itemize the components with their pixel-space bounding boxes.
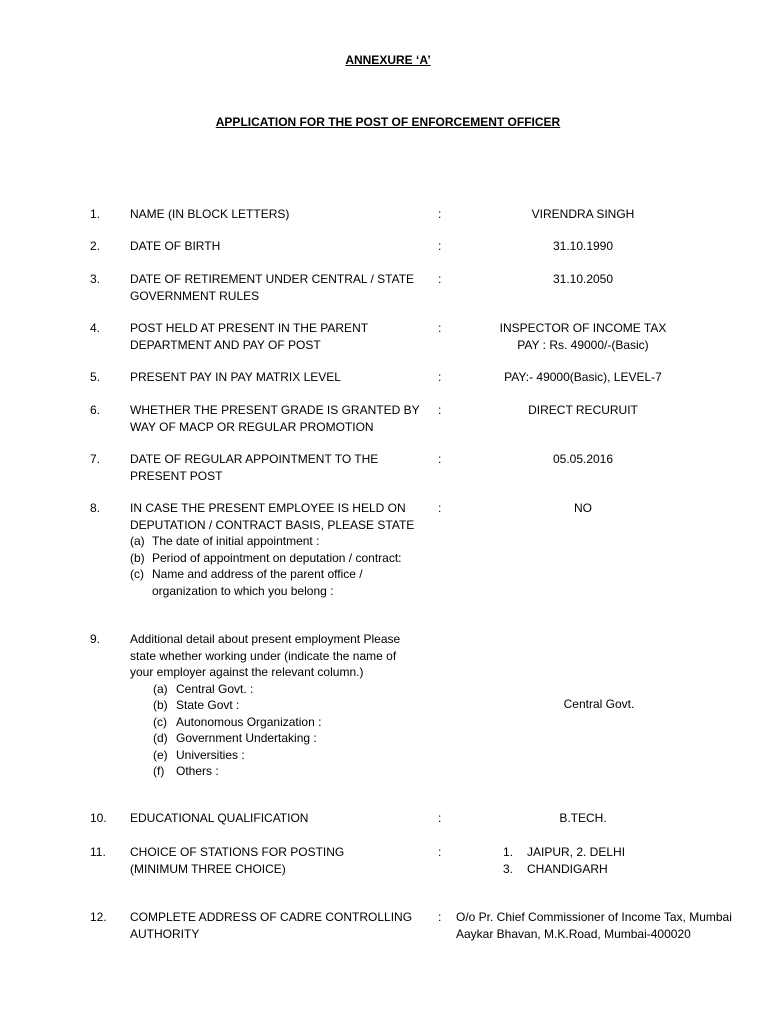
item-number: 12. xyxy=(90,910,107,924)
item-label: COMPLETE ADDRESS OF CADRE CONTROLLING AUTHORITY xyxy=(130,910,413,941)
sub-text: Universities : xyxy=(176,747,245,762)
separator-colon: : xyxy=(438,272,442,286)
sub-item xyxy=(130,550,420,567)
item-number: 8. xyxy=(90,501,101,515)
item-label: WHETHER THE PRESENT GRADE IS GRANTED BY WAY OF MACP OR REGULAR PROMOTION xyxy=(130,403,420,434)
sub-marker: (f) xyxy=(153,764,165,778)
item-value: 31.10.2050 xyxy=(552,272,614,286)
item-number: 2. xyxy=(90,239,101,253)
sub-marker: (a) xyxy=(130,534,145,548)
item-number: 3. xyxy=(90,272,101,286)
sub-text: Period of appointment on deputation / contract: xyxy=(152,550,402,565)
separator-colon: : xyxy=(438,811,442,825)
item-label: DATE OF RETIREMENT UNDER CENTRAL / STATE GOVERNMENT RULES xyxy=(130,272,415,303)
item-label: NAME (IN BLOCK LETTERS) xyxy=(130,207,290,221)
item-number: 7. xyxy=(90,452,101,466)
separator-colon: : xyxy=(438,239,442,253)
separator-colon: : xyxy=(438,207,442,221)
choice-text: CHANDIGARH xyxy=(527,861,608,876)
item-number: 4. xyxy=(90,321,101,335)
sub-marker: (a) xyxy=(153,681,168,696)
item-value: NO xyxy=(574,501,592,515)
item-number: 1. xyxy=(90,207,101,221)
item-value: DIRECT RECURUIT xyxy=(528,403,638,417)
choice-text: JAIPUR, 2. DELHI xyxy=(527,845,626,859)
item-label: DATE OF BIRTH xyxy=(130,239,221,253)
separator-colon: : xyxy=(438,403,442,417)
sub-item xyxy=(130,747,420,764)
item-label: PRESENT PAY IN PAY MATRIX LEVEL xyxy=(130,370,341,384)
item-label: DATE OF REGULAR APPOINTMENT TO THE PRESENT POST xyxy=(130,452,379,483)
item-label: Additional detail about present employment Please state whether working under (indicate the name of your employer against the relevant column.) xyxy=(130,632,401,679)
separator-colon: : xyxy=(438,910,442,924)
separator-colon: : xyxy=(438,370,442,384)
sub-item xyxy=(130,533,420,550)
sub-text: Name and address of the parent office / organization to which you belong : xyxy=(152,567,363,598)
item-label: (MINIMUM THREE CHOICE) xyxy=(130,861,286,876)
item-label: CHOICE OF STATIONS FOR POSTING xyxy=(130,845,345,859)
item-label: POST HELD AT PRESENT IN THE PARENT DEPARTMENT AND PAY OF POST xyxy=(130,321,368,352)
sub-item xyxy=(130,730,420,747)
item-number: 5. xyxy=(90,370,101,384)
item-9-value: Central Govt. xyxy=(563,697,635,711)
sub-text: Government Undertaking : xyxy=(176,731,317,745)
sub-text: Central Govt. : xyxy=(176,681,254,696)
choice-item xyxy=(503,861,743,878)
sub-marker: (d) xyxy=(153,731,168,745)
item-number: 11. xyxy=(90,845,106,859)
sub-item xyxy=(130,714,420,731)
item-value: VIRENDRA SINGH xyxy=(531,207,635,221)
station-choices xyxy=(503,844,743,877)
sub-marker: (c) xyxy=(130,567,144,581)
separator-colon: : xyxy=(438,845,442,859)
sub-marker: (e) xyxy=(153,747,168,762)
item-label: EDUCATIONAL QUALIFICATION xyxy=(130,811,309,825)
sub-item xyxy=(130,763,420,780)
separator-colon: : xyxy=(438,452,442,466)
item-value: B.TECH. xyxy=(559,811,607,825)
item-value xyxy=(456,909,756,942)
item-number: 10. xyxy=(90,811,107,825)
sub-text: Others : xyxy=(176,764,219,778)
sub-marker: (b) xyxy=(153,698,168,712)
choice-marker: 3. xyxy=(503,861,514,876)
item-label: IN CASE THE PRESENT EMPLOYEE IS HELD ON DEPUTATION / CONTRACT BASIS, PLEASE STATE xyxy=(130,501,415,532)
sub-item xyxy=(130,681,420,698)
annexure-heading: ANNEXURE ‘A’ xyxy=(345,53,431,67)
sub-text: State Govt : xyxy=(176,698,240,712)
choice-marker: 1. xyxy=(503,845,514,859)
address-line: O/o Pr. Chief Commissioner of Income Tax, Mumbai xyxy=(456,910,732,924)
item-number: 6. xyxy=(90,403,101,417)
item-value xyxy=(440,320,726,353)
separator-colon: : xyxy=(438,501,442,515)
item-value: 05.05.2016 xyxy=(552,452,614,466)
choice-item xyxy=(503,844,743,861)
sub-text: Autonomous Organization : xyxy=(176,714,322,729)
sub-text: The date of initial appointment : xyxy=(152,534,320,548)
sub-marker: (b) xyxy=(130,550,145,565)
item-number: 9. xyxy=(90,632,101,646)
item-value: PAY:- 49000(Basic), LEVEL-7 xyxy=(504,370,662,384)
item-value: 31.10.1990 xyxy=(552,239,614,253)
sub-item xyxy=(130,566,420,599)
document-title: APPLICATION FOR THE POST OF ENFORCEMENT OFFICER xyxy=(215,115,561,129)
sub-item xyxy=(130,697,420,714)
sub-marker: (c) xyxy=(153,714,167,729)
value-line: PAY : Rs. 49000/-(Basic) xyxy=(517,337,649,352)
separator-colon: : xyxy=(438,321,442,335)
address-line: Aaykar Bhavan, M.K.Road, Mumbai-400020 xyxy=(456,926,691,941)
value-line: INSPECTOR OF INCOME TAX xyxy=(499,321,667,335)
